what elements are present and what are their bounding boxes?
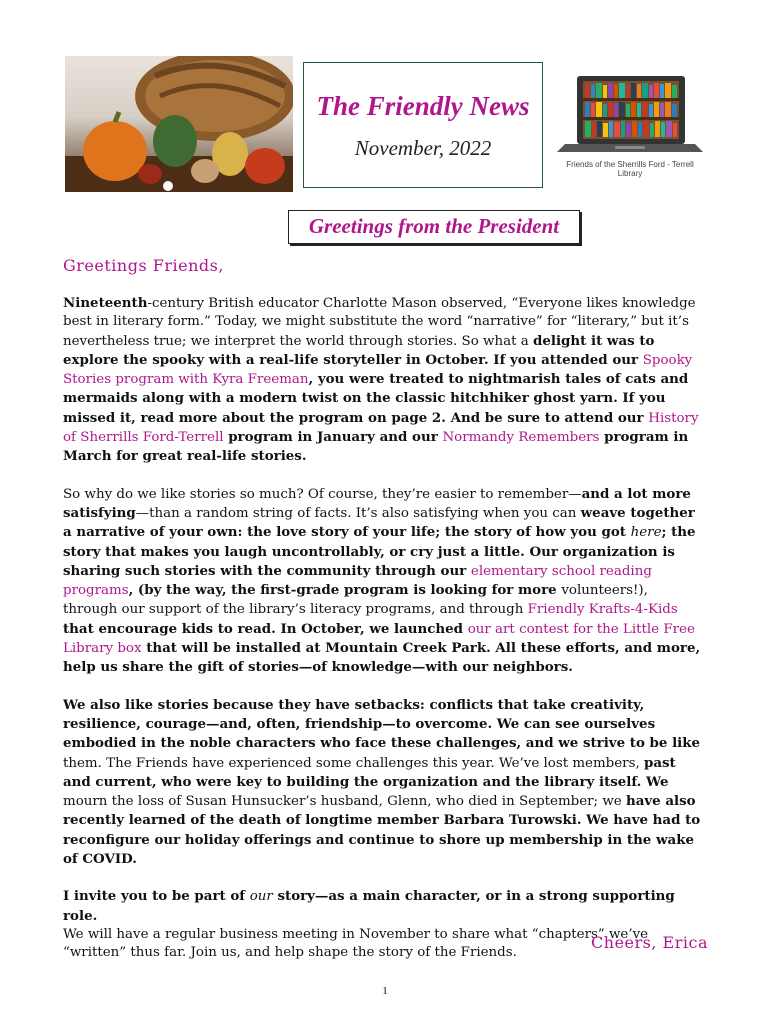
normandy-remembers-link[interactable]: Normandy Remembers	[442, 430, 600, 446]
page-number: 1	[382, 985, 388, 997]
p1-s2: -century British educator Charlotte Mason observed, “Everyone likes knowledge best in literary form.” Today, we might substitute the word “narrative” for “literary,” but it’s nevertheless true; we interpret the world through stories. So what a	[63, 296, 696, 349]
signoff: Cheers, Erica	[591, 933, 708, 952]
friendly-krafts-link[interactable]: Friendly Krafts-4-Kids	[527, 602, 678, 618]
p1-s3: delight it was to explore the spooky with a real-life storyteller in October. If you attended our	[63, 332, 655, 368]
history-program-link[interactable]: History of Sherrills Ford-Terrell	[63, 410, 699, 446]
p1-s7: program in January and our	[223, 429, 443, 446]
newsletter-title: The Friendly News	[316, 91, 530, 121]
library-caption: Friends of the Sherrills Ford - Terrell Library	[566, 160, 694, 178]
p2-s8: , (by the way, the first-grade program is looking for more	[128, 582, 562, 599]
p4-s3: story—as a main character, or in a strong supporting role.	[63, 888, 675, 924]
spooky-stories-link[interactable]: Spooky Stories program with Kyra Freeman	[63, 352, 693, 388]
p2-s6: ; the story that makes you laugh uncontrollably, or cry just a little. Our organization is sharing such stories with the community through our	[63, 524, 696, 579]
letter-body	[63, 294, 703, 981]
p2-s3: —than a random string of facts. It’s also satisfying when you can	[135, 505, 581, 521]
laptop-bookshelf-icon	[555, 72, 705, 160]
p4-s1: I invite you to be part of	[63, 888, 250, 905]
p2-s11: that encourage kids to read. In October, we launched	[63, 620, 468, 637]
newsletter-title-box	[303, 62, 543, 188]
art-contest-link[interactable]: our art contest for the Little Free Library box	[63, 621, 695, 657]
library-logo	[555, 72, 705, 182]
newsletter-date: November, 2022	[354, 136, 492, 160]
p2-s4: weave together a narrative of your own: the love story of your life; the story of how you got	[63, 504, 695, 541]
section-heading-box	[288, 210, 580, 244]
paragraph-3	[63, 696, 703, 870]
p1-s5: , you were treated to nightmarish tales of cats and mermaids along with a modern twist on the classic hitchhiker ghost yarn. If you missed it, read more about the program on page 2. And be sure to attend our	[63, 371, 689, 426]
p3-s4: mourn the loss of Susan Hunsucker’s husband, Glenn, who died in September; we	[63, 794, 626, 810]
p2-s2: and a lot more satisfying	[63, 485, 691, 521]
p4-s4: We will have a regular business meeting in November to share what “chapters” we’ve “written” thus far. Join us, and help shape the story of the Friends.	[63, 926, 649, 961]
salutation: Greetings Friends,	[63, 256, 224, 275]
paragraph-2	[63, 485, 703, 678]
p3-s1: We also like stories because they have setbacks: conflicts that take creativity, resilience, courage—and, often, friendship—to overcome. We can see ourselves embodied in the noble characters who face these challenges, and we strive to be like	[63, 696, 701, 752]
p1-s9: program in March for great real-life stories.	[63, 429, 689, 465]
paragraph-1	[63, 294, 703, 467]
p1-s1: Nineteenth	[63, 295, 148, 311]
p3-s2: them. The Friends have experienced some challenges this year. We’ve lost members,	[63, 755, 644, 771]
p3-s5: have also recently learned of the death of longtime member Barbara Turowski. We have had to reconfigure our holiday offerings and continue to shore up membership in the wake of COVID.	[63, 793, 701, 868]
p2-s5: here	[630, 525, 662, 541]
p2-s1: So why do we like stories so much? Of course, they’re easier to remember—	[63, 486, 582, 502]
section-heading: Greetings from the President	[308, 214, 560, 238]
reading-programs-link[interactable]: elementary school reading programs	[63, 563, 652, 599]
harvest-cornucopia-image	[65, 56, 293, 192]
p4-s2: our	[249, 889, 273, 905]
p3-s3: past and current, who were key to building the organization and the library itself. We	[63, 754, 676, 790]
p2-s9: volunteers!), through our support of the library’s literacy programs, and through	[63, 583, 648, 618]
p2-s13: that will be installed at Mountain Creek Park. All these efforts, and more, help us share the gift of stories—of knowledge—with our neighbors.	[63, 640, 701, 676]
